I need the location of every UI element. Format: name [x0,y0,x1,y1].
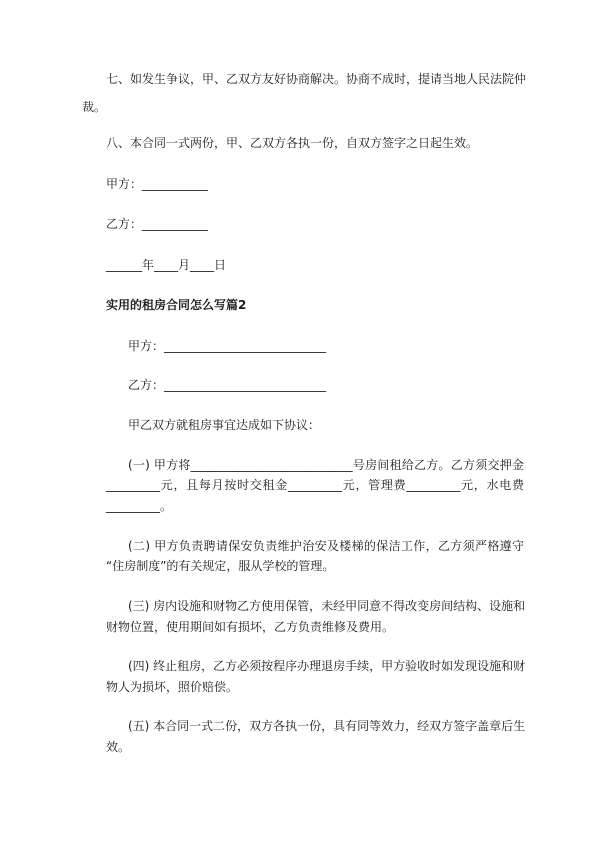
clause-4-line-2: 物人为损坏，照价赔偿。 [106,680,239,694]
clause-4-line-1: (四) 终止租房，乙方必须按程序办理退房手续，甲方验收时如发现设施和财 [128,659,526,673]
clause-7-line-1: 七、如发生争议，甲、乙双方友好协商解决。协商不成时，提请当地人民法院仲 [106,72,527,86]
signature-date: ______年____月____日 [106,258,227,272]
agreement-intro: 甲乙双方就租房事宜达成如下协议： [128,418,321,432]
clause-3-line-2: 财物位置，使用期间如有损坏，乙方负责维修及费用。 [106,620,395,634]
section-heading: 实用的租房合同怎么写篇2 [106,298,247,312]
clause-8: 八、本合同一式两份，甲、乙双方各执一份，自双方签字之日起生效。 [106,136,479,150]
clause-1-line-1: (一) 甲方将___________________________号房间租给乙方。乙方须交押金 [128,458,524,472]
clause-2-line-1: (二) 甲方负责聘请保安负责维护治安及楼梯的保洁工作，乙方须严格遵守 [128,539,524,553]
section2-party-b: 乙方：___________________________ [128,378,327,392]
clause-5-line-2: 效。 [106,740,131,754]
clause-5-line-1: (五) 本合同一式二份，双方各执一份，具有同等效力，经双方签字盖章后生 [128,719,526,733]
clause-1-line-2: _________元，且每月按时交租金_________元，管理费_________元，水电费 [106,478,524,492]
signature-party-a: 甲方：___________ [106,177,209,191]
clause-1-line-3: _________。 [106,499,173,513]
clause-7-line-2: 裁。 [82,100,107,114]
clause-2-line-2: “住房制度”的有关规定，服从学校的管理。 [106,559,335,573]
clause-3-line-1: (三) 房内设施和财物乙方使用保管，未经甲同意不得改变房间结构、设施和 [128,599,526,613]
section2-party-a: 甲方：___________________________ [128,339,327,353]
signature-party-b: 乙方：___________ [106,217,209,231]
